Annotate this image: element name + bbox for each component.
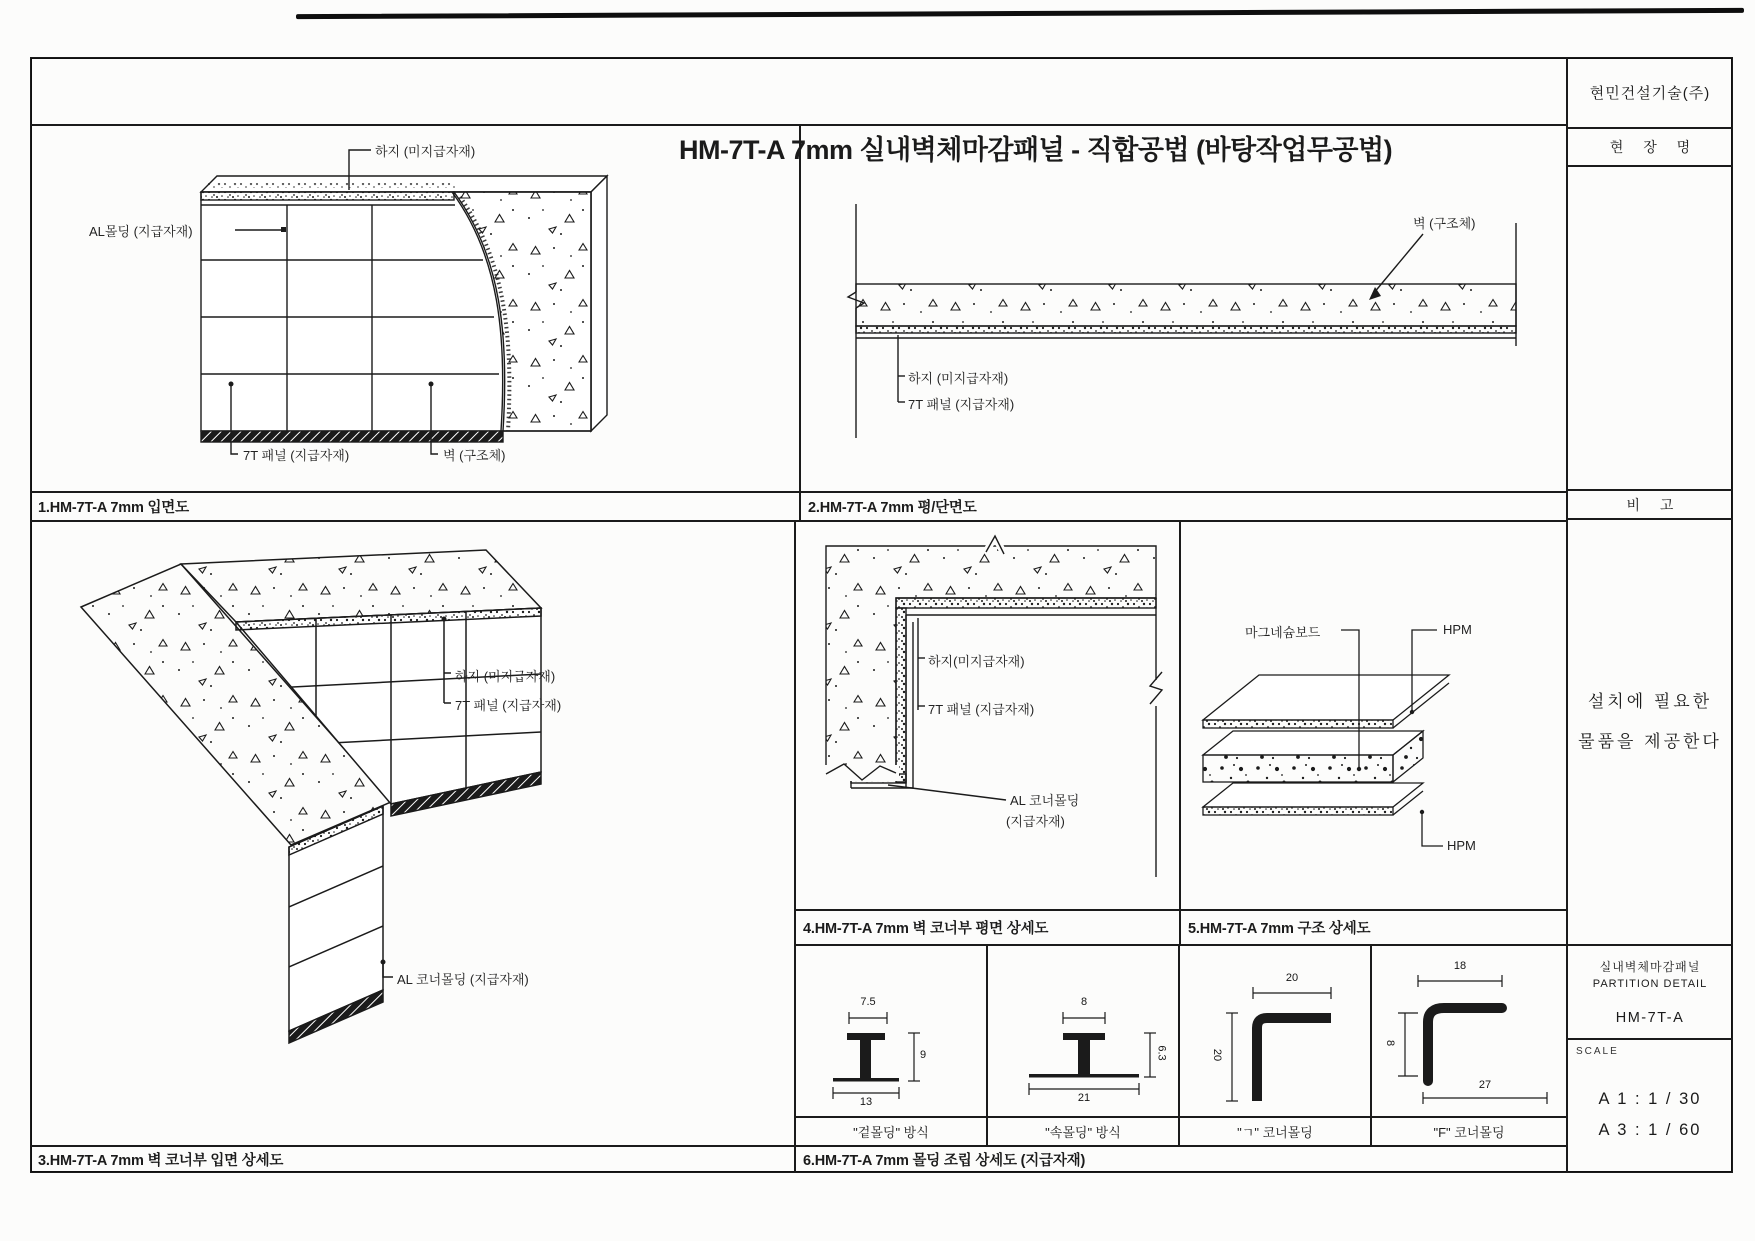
l-corner-molding-profile [1180, 946, 1371, 1117]
section-2-panel [800, 125, 1567, 492]
corner-elevation-figure [31, 522, 795, 1146]
s6-p2-dim-top: 8 [1080, 996, 1088, 1008]
section-1-title-text: 1.HM-7T-A 7mm 입면도 [38, 500, 189, 516]
scale-label: SCALE [1576, 1046, 1619, 1057]
s6-profile-1-name [795, 1117, 987, 1146]
section-5-panel [1180, 521, 1567, 910]
s5-hpm-bottom-label: HPM [1447, 838, 1476, 853]
s6-profile-1-panel [795, 945, 987, 1117]
s6-profile-2-panel [987, 945, 1179, 1117]
section-1-title [30, 492, 800, 521]
section-3-title-text: 3.HM-7T-A 7mm 벽 코너부 입면 상세도 [38, 1153, 284, 1169]
s5-hpm-top-label: HPM [1443, 622, 1472, 637]
scan-artifact-line [296, 8, 1744, 19]
scale-a3: A 3 : 1 / 60 [1598, 1121, 1702, 1139]
section-3-panel [30, 521, 795, 1146]
s4-haji-label: 하지(미지급자재) [928, 654, 1025, 669]
s1-panel-label: 7T 패널 (지급자재) [243, 448, 350, 463]
outer-molding-profile [796, 946, 987, 1117]
s6-p1-dim-top: 7.5 [860, 996, 876, 1008]
s1-wall-label: 벽 (구조체) [443, 448, 506, 463]
s6-profile-4-panel [1371, 945, 1567, 1117]
s4-corner-molding-label-2: (지급자재) [1006, 814, 1065, 829]
s6-p3-dim-side: 20 [1211, 1048, 1224, 1062]
s6-profile-3-name-text: "ㄱ" 코너몰딩 [1237, 1125, 1313, 1140]
section-6-title-text: 6.HM-7T-A 7mm 몰딩 조립 상세도 (지급자재) [803, 1153, 1086, 1169]
s6-profile-3-name [1179, 1117, 1371, 1146]
s6-p4-dim-bottom: 27 [1478, 1079, 1492, 1091]
s3-haji-label: 하지 (미지급자재) [455, 669, 556, 684]
company-name: 현민건설기술(주) [1589, 85, 1711, 102]
panel-name-en: PARTITION DETAIL [1592, 978, 1708, 990]
s4-corner-molding-label-1: AL 코너몰딩 [1010, 793, 1080, 808]
section-2-title [800, 492, 1567, 521]
s6-p3-dim-top: 20 [1285, 972, 1299, 984]
section-4-panel [795, 521, 1180, 910]
section-4-title-text: 4.HM-7T-A 7mm 벽 코너부 평면 상세도 [803, 921, 1049, 937]
panel-detail-box [1567, 945, 1733, 1039]
s5-mg-board-label: 마그네슘보드 [1245, 625, 1321, 640]
s1-haji-label: 하지 (미지급자재) [375, 144, 476, 159]
remark-line-1: 설치에 필요한 [1587, 692, 1713, 711]
s4-panel-label: 7T 패널 (지급자재) [928, 702, 1035, 717]
structure-detail-figure [1181, 522, 1567, 910]
scale-box [1567, 1039, 1733, 1173]
remark-box [1567, 519, 1733, 945]
section-3-title [30, 1146, 795, 1173]
section-1-panel [30, 125, 800, 492]
section-4-title [795, 910, 1180, 945]
site-name-label: 현 장 명 [1609, 139, 1699, 155]
s6-profile-4-name-text: "F" 코너몰딩 [1433, 1125, 1505, 1140]
site-name-empty-box [1567, 166, 1733, 490]
site-name-box [1567, 128, 1733, 166]
s2-haji-label: 하지 (미지급자재) [908, 371, 1009, 386]
s2-panel-label: 7T 패널 (지급자재) [908, 397, 1015, 412]
section-2-title-text: 2.HM-7T-A 7mm 평/단면도 [808, 500, 977, 516]
section-5-title [1180, 910, 1567, 945]
plan-section-figure [801, 126, 1567, 492]
panel-name-kr: 실내벽체마감패널 [1599, 960, 1701, 974]
s2-wall-label: 벽 (구조체) [1413, 216, 1476, 231]
s6-profile-3-panel [1179, 945, 1371, 1117]
section-6-title [795, 1146, 1567, 1173]
scale-a1: A 1 : 1 / 30 [1598, 1090, 1702, 1108]
section-5-title-text: 5.HM-7T-A 7mm 구조 상세도 [1188, 921, 1371, 937]
s6-p1-dim-side: 9 [920, 1049, 927, 1061]
s6-p1-dim-bottom: 13 [859, 1096, 873, 1108]
s3-corner-molding-label: AL 코너몰딩 (지급자재) [397, 972, 529, 987]
s3-panel-label: 7T 패널 (지급자재) [455, 698, 562, 713]
remark-line-2: 물품을 제공한다 [1578, 732, 1722, 751]
sheet-title: HM-7T-A 7mm 실내벽체마감패널 - 직합공법 (바탕작업무공법) [679, 135, 1393, 165]
s6-profile-1-name-text: "겉몰딩" 방식 [853, 1125, 929, 1140]
s6-p4-dim-top: 18 [1453, 960, 1467, 972]
elevation-figure [31, 126, 800, 492]
s6-profile-2-name-text: "속몰딩" 방식 [1045, 1125, 1121, 1140]
s6-p4-dim-side: 8 [1384, 1039, 1397, 1047]
remark-label: 비 고 [1626, 496, 1682, 513]
s6-p2-dim-side: 6.3 [1155, 1045, 1168, 1061]
s6-profile-2-name [987, 1117, 1179, 1146]
company-box [1567, 57, 1733, 128]
s6-profile-4-name [1371, 1117, 1567, 1146]
remark-label-box [1567, 490, 1733, 519]
s6-p2-dim-bottom: 21 [1077, 1092, 1091, 1104]
panel-model: HM-7T-A [1615, 1010, 1685, 1026]
s1-al-molding-label: AL몰딩 (지급자재) [89, 224, 193, 239]
